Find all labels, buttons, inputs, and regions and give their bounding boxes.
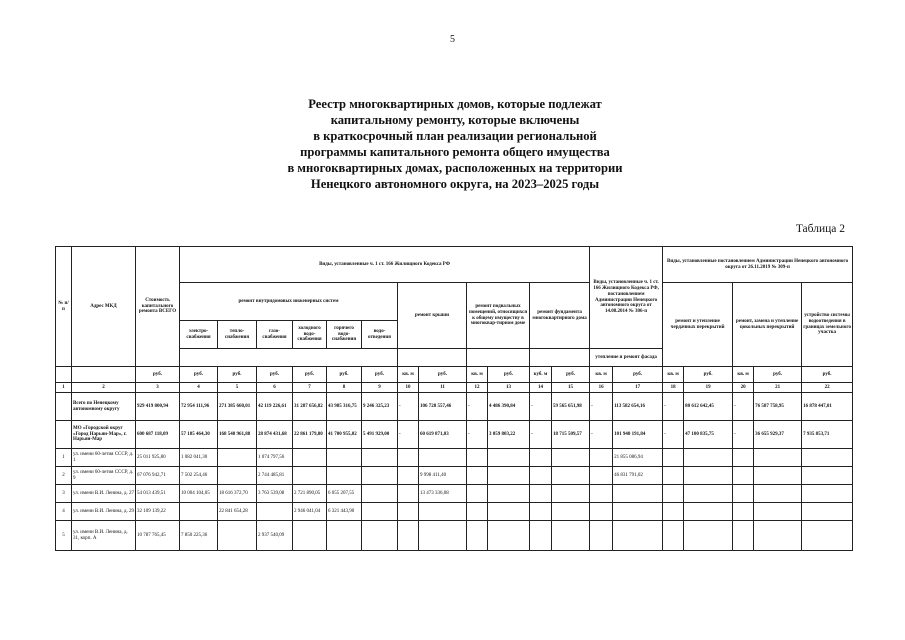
- value-cell: -: [663, 421, 684, 449]
- value-cell: [663, 467, 684, 485]
- value-cell: [218, 467, 257, 485]
- value-cell: 2 721 890,05: [293, 485, 327, 503]
- value-cell: 22 841 654,28: [218, 503, 257, 521]
- value-cell: [398, 485, 419, 503]
- value-cell: 67 076 942,71: [136, 467, 180, 485]
- column-number: 22: [802, 383, 853, 393]
- column-number: 9: [362, 383, 398, 393]
- value-cell: [802, 449, 853, 467]
- address-cell: ул. имени 60-летия СССР, д. 1: [72, 449, 136, 467]
- column-number: 10: [398, 383, 419, 393]
- value-cell: [663, 503, 684, 521]
- value-cell: [488, 521, 530, 551]
- value-cell: 600 687 118,09: [136, 421, 180, 449]
- table-row: [56, 521, 853, 551]
- value-cell: 929 419 800,94: [136, 393, 180, 421]
- value-cell: -: [398, 421, 419, 449]
- value-cell: [684, 485, 733, 503]
- address-cell: ул. имени В.И. Ленина, д. 29: [72, 503, 136, 521]
- units-cell: куб. м: [530, 367, 552, 383]
- column-number: 17: [613, 383, 663, 393]
- value-cell: -: [733, 393, 754, 421]
- units-cell: руб.: [218, 367, 257, 383]
- value-cell: [530, 467, 552, 485]
- title-line: программы капитального ремонта общего имущества: [300, 145, 610, 159]
- value-cell: 9 998 411,40: [419, 467, 467, 485]
- address-cell: МО «Городской округ «Город Нарьян-Мар», г. Нарьян-Мар: [72, 421, 136, 449]
- value-cell: [613, 521, 663, 551]
- value-cell: 76 587 758,95: [754, 393, 802, 421]
- value-cell: [802, 521, 853, 551]
- table-row: [56, 467, 853, 485]
- table-row: [56, 503, 853, 521]
- units-cell: кв. м: [663, 367, 684, 383]
- header-total-cost: Стоимость капитального ремонта ВСЕГО: [136, 247, 180, 367]
- header-engineering: ремонт внутридомовых инженерных систем: [180, 283, 398, 321]
- header-facade: утепление и ремонт фасада: [590, 349, 663, 367]
- value-cell: [590, 503, 613, 521]
- value-cell: -: [733, 421, 754, 449]
- units-cell: руб.: [802, 367, 853, 383]
- value-cell: [257, 503, 293, 521]
- value-cell: [530, 521, 552, 551]
- header-drainage: устройство системы водоотведения в границах земельного участка: [802, 283, 853, 367]
- value-cell: 47 100 835,75: [684, 421, 733, 449]
- value-cell: [754, 467, 802, 485]
- value-cell: 16 878 447,01: [802, 393, 853, 421]
- value-cell: [218, 521, 257, 551]
- value-cell: 10 787 765,45: [136, 521, 180, 551]
- column-number: 16: [590, 383, 613, 393]
- header-hot-water: горячего водо-снабжения: [327, 321, 362, 349]
- row-number-cell: [56, 421, 72, 449]
- value-cell: [488, 467, 530, 485]
- value-cell: [754, 485, 802, 503]
- header-address: Адрес МКД: [72, 247, 136, 367]
- value-cell: 36 655 929,37: [754, 421, 802, 449]
- value-cell: [467, 467, 488, 485]
- value-cell: [590, 521, 613, 551]
- document-title: [230, 96, 680, 192]
- address-cell: ул. имени В.И. Ленина, д. 31, корп. А: [72, 521, 136, 551]
- units-cell: руб.: [293, 367, 327, 383]
- units-cell: руб.: [136, 367, 180, 383]
- column-number: 8: [327, 383, 362, 393]
- column-number: 19: [684, 383, 733, 393]
- header-attic: ремонт и утепление чердачных перекрытий: [663, 283, 733, 367]
- value-cell: [733, 449, 754, 467]
- header-gas: газо-снабжения: [257, 321, 293, 349]
- value-cell: [467, 485, 488, 503]
- value-cell: 6 321 443,90: [327, 503, 362, 521]
- value-cell: [684, 503, 733, 521]
- value-cell: [488, 449, 530, 467]
- value-cell: [733, 503, 754, 521]
- value-cell: [327, 467, 362, 485]
- units-cell-blank: [72, 367, 136, 383]
- value-cell: [398, 503, 419, 521]
- table-label: Таблица 2: [795, 223, 845, 235]
- value-cell: [802, 503, 853, 521]
- value-cell: 59 565 651,98: [552, 393, 590, 421]
- value-cell: 46 831 791,02: [613, 467, 663, 485]
- value-cell: -: [530, 393, 552, 421]
- value-cell: [467, 503, 488, 521]
- header-sewer: водо-отведения: [362, 321, 398, 349]
- header-basement-floors: ремонт, замена и утепление цокольных перекрытий: [733, 283, 802, 367]
- units-cell: кв. м: [467, 367, 488, 383]
- header-group-309: Виды, установленные постановлением Администрации Ненецкого автономного округа от 26.11.2019 № 309-п: [663, 247, 853, 283]
- value-cell: 54 013 439,51: [136, 485, 180, 503]
- value-cell: [590, 485, 613, 503]
- column-number: 7: [293, 383, 327, 393]
- column-number: 15: [552, 383, 590, 393]
- value-cell: 41 700 955,02: [327, 421, 362, 449]
- value-cell: [733, 521, 754, 551]
- value-cell: 113 582 654,16: [613, 393, 663, 421]
- header-group-zk: Виды, установленные ч. 1 ст. 166 Жилищного Кодекса РФ: [180, 247, 590, 283]
- units-cell: кв. м: [733, 367, 754, 383]
- page-number: 5: [450, 34, 455, 45]
- value-cell: -: [467, 421, 488, 449]
- value-cell: [488, 503, 530, 521]
- value-cell: [293, 521, 327, 551]
- value-cell: 31 287 656,82: [293, 393, 327, 421]
- value-cell: [684, 521, 733, 551]
- header-basement: ремонт подвальных помещений, относящихся к общему имуществу в многоквар-тирном доме: [467, 283, 530, 349]
- value-cell: 3 763 539,08: [257, 485, 293, 503]
- row-number-cell: 5: [56, 521, 72, 551]
- value-cell: [293, 449, 327, 467]
- value-cell: [663, 485, 684, 503]
- units-cell: руб.: [180, 367, 218, 383]
- value-cell: 4 486 390,84: [488, 393, 530, 421]
- column-number: 4: [180, 383, 218, 393]
- value-cell: 2 946 041,04: [293, 503, 327, 521]
- column-number: 5: [218, 383, 257, 393]
- column-number: 20: [733, 383, 754, 393]
- value-cell: 2 744 485,81: [257, 467, 293, 485]
- table-row: [56, 393, 853, 421]
- units-cell: руб.: [419, 367, 467, 383]
- register-table: [55, 246, 853, 551]
- value-cell: 80 612 642,45: [684, 393, 733, 421]
- table-row: [56, 485, 853, 503]
- value-cell: [552, 449, 590, 467]
- row-number-cell: [56, 393, 72, 421]
- units-cell: руб.: [362, 367, 398, 383]
- row-number-cell: 3: [56, 485, 72, 503]
- value-cell: 22 861 179,80: [293, 421, 327, 449]
- value-cell: [488, 485, 530, 503]
- address-cell: ул. имени В.И. Ленина, д. 27: [72, 485, 136, 503]
- value-cell: 7 850 225,36: [180, 521, 218, 551]
- column-number: 12: [467, 383, 488, 393]
- table-row: [56, 421, 853, 449]
- header-cold-water: холодного водо-снабжения: [293, 321, 327, 349]
- column-number: 2: [72, 383, 136, 393]
- units-cell: руб.: [684, 367, 733, 383]
- value-cell: 21 855 086,94: [613, 449, 663, 467]
- units-cell: руб.: [613, 367, 663, 383]
- units-cell: руб.: [327, 367, 362, 383]
- value-cell: [733, 467, 754, 485]
- header-num: № п/п: [56, 247, 72, 367]
- units-cell: руб.: [552, 367, 590, 383]
- value-cell: -: [467, 393, 488, 421]
- column-number: 11: [419, 383, 467, 393]
- value-cell: 7 502 254,46: [180, 467, 218, 485]
- header-roof: ремонт крыши: [398, 283, 467, 349]
- value-cell: 25 011 925,80: [136, 449, 180, 467]
- value-cell: 43 985 316,75: [327, 393, 362, 421]
- value-cell: [180, 503, 218, 521]
- value-cell: 101 940 191,84: [613, 421, 663, 449]
- value-cell: 9 246 325,23: [362, 393, 398, 421]
- value-cell: [398, 521, 419, 551]
- table-row: [56, 449, 853, 467]
- value-cell: 271 385 660,01: [218, 393, 257, 421]
- value-cell: [293, 467, 327, 485]
- column-number: 14: [530, 383, 552, 393]
- value-cell: 18 616 372,70: [218, 485, 257, 503]
- value-cell: [362, 485, 398, 503]
- value-cell: [530, 503, 552, 521]
- value-cell: [663, 521, 684, 551]
- row-number-cell: 1: [56, 449, 72, 467]
- value-cell: -: [530, 421, 552, 449]
- units-cell: кв. м: [398, 367, 419, 383]
- value-cell: 1 082 041,30: [180, 449, 218, 467]
- title-line: Ненецкого автономного округа, на 2023–2025 годы: [310, 177, 600, 191]
- value-cell: [362, 503, 398, 521]
- value-cell: [754, 521, 802, 551]
- title-line: Реестр многоквартирных домов, которые подлежат: [308, 97, 602, 111]
- value-cell: [613, 503, 663, 521]
- value-cell: 3 059 803,22: [488, 421, 530, 449]
- column-number: 18: [663, 383, 684, 393]
- value-cell: [419, 449, 467, 467]
- value-cell: [684, 467, 733, 485]
- row-number-cell: 4: [56, 503, 72, 521]
- units-cell: кв. м: [590, 367, 613, 383]
- value-cell: [590, 467, 613, 485]
- address-cell: Всего по Ненецкому автономному округу: [72, 393, 136, 421]
- value-cell: [218, 449, 257, 467]
- units-cell: руб.: [754, 367, 802, 383]
- title-line: капитальному ремонту, которые включены: [330, 113, 580, 127]
- value-cell: 18 715 509,57: [552, 421, 590, 449]
- value-cell: [552, 503, 590, 521]
- value-cell: [663, 449, 684, 467]
- value-cell: [419, 503, 467, 521]
- value-cell: 5 491 929,00: [362, 421, 398, 449]
- column-number: 6: [257, 383, 293, 393]
- value-cell: [398, 467, 419, 485]
- units-cell-blank: [56, 367, 72, 383]
- value-cell: [754, 449, 802, 467]
- value-cell: -: [398, 393, 419, 421]
- value-cell: [552, 485, 590, 503]
- value-cell: -: [590, 421, 613, 449]
- value-cell: [802, 467, 853, 485]
- value-cell: [530, 485, 552, 503]
- value-cell: [590, 449, 613, 467]
- column-number: 1: [56, 383, 72, 393]
- value-cell: [398, 449, 419, 467]
- value-cell: [613, 485, 663, 503]
- value-cell: [733, 485, 754, 503]
- value-cell: [530, 449, 552, 467]
- title-line: в многоквартирных домах, расположенных на территории: [287, 161, 623, 175]
- value-cell: 10 004 104,05: [180, 485, 218, 503]
- value-cell: 13 473 336,08: [419, 485, 467, 503]
- header-heat: тепло-снабжения: [218, 321, 257, 349]
- header-foundation: ремонт фундамента многоквартирного дома: [530, 283, 590, 349]
- value-cell: [467, 449, 488, 467]
- value-cell: [684, 449, 733, 467]
- value-cell: [419, 521, 467, 551]
- value-cell: 60 619 871,03: [419, 421, 467, 449]
- value-cell: 6 055 207,55: [327, 485, 362, 503]
- value-cell: 7 935 853,71: [802, 421, 853, 449]
- value-cell: 57 185 464,30: [180, 421, 218, 449]
- value-cell: [802, 485, 853, 503]
- value-cell: 2 937 540,09: [257, 521, 293, 551]
- column-number: 3: [136, 383, 180, 393]
- value-cell: [754, 503, 802, 521]
- value-cell: [327, 449, 362, 467]
- value-cell: 28 874 431,68: [257, 421, 293, 449]
- value-cell: -: [590, 393, 613, 421]
- value-cell: [552, 521, 590, 551]
- value-cell: [362, 467, 398, 485]
- value-cell: 32 109 139,22: [136, 503, 180, 521]
- column-number: 13: [488, 383, 530, 393]
- value-cell: [362, 521, 398, 551]
- column-number: 21: [754, 383, 802, 393]
- value-cell: -: [663, 393, 684, 421]
- header-group-zk-306: Виды, установленные ч. 1 ст. 166 Жилищного Кодекса РФ, постановлением Администрации Ненецкого автономного округа от 14.08.2014 № 306-п: [590, 247, 663, 349]
- row-number-cell: 2: [56, 467, 72, 485]
- value-cell: [467, 521, 488, 551]
- value-cell: 168 548 961,88: [218, 421, 257, 449]
- value-cell: [552, 467, 590, 485]
- units-cell: руб.: [257, 367, 293, 383]
- value-cell: 42 119 226,61: [257, 393, 293, 421]
- value-cell: [327, 521, 362, 551]
- address-cell: ул. имени 60-летия СССР, д. 9: [72, 467, 136, 485]
- title-line: в краткосрочный план реализации региональной: [313, 129, 597, 143]
- header-electric: электро-снабжения: [180, 321, 218, 349]
- value-cell: 72 954 111,96: [180, 393, 218, 421]
- value-cell: 106 728 557,46: [419, 393, 467, 421]
- value-cell: [362, 449, 398, 467]
- value-cell: 1 074 797,56: [257, 449, 293, 467]
- units-cell: руб.: [488, 367, 530, 383]
